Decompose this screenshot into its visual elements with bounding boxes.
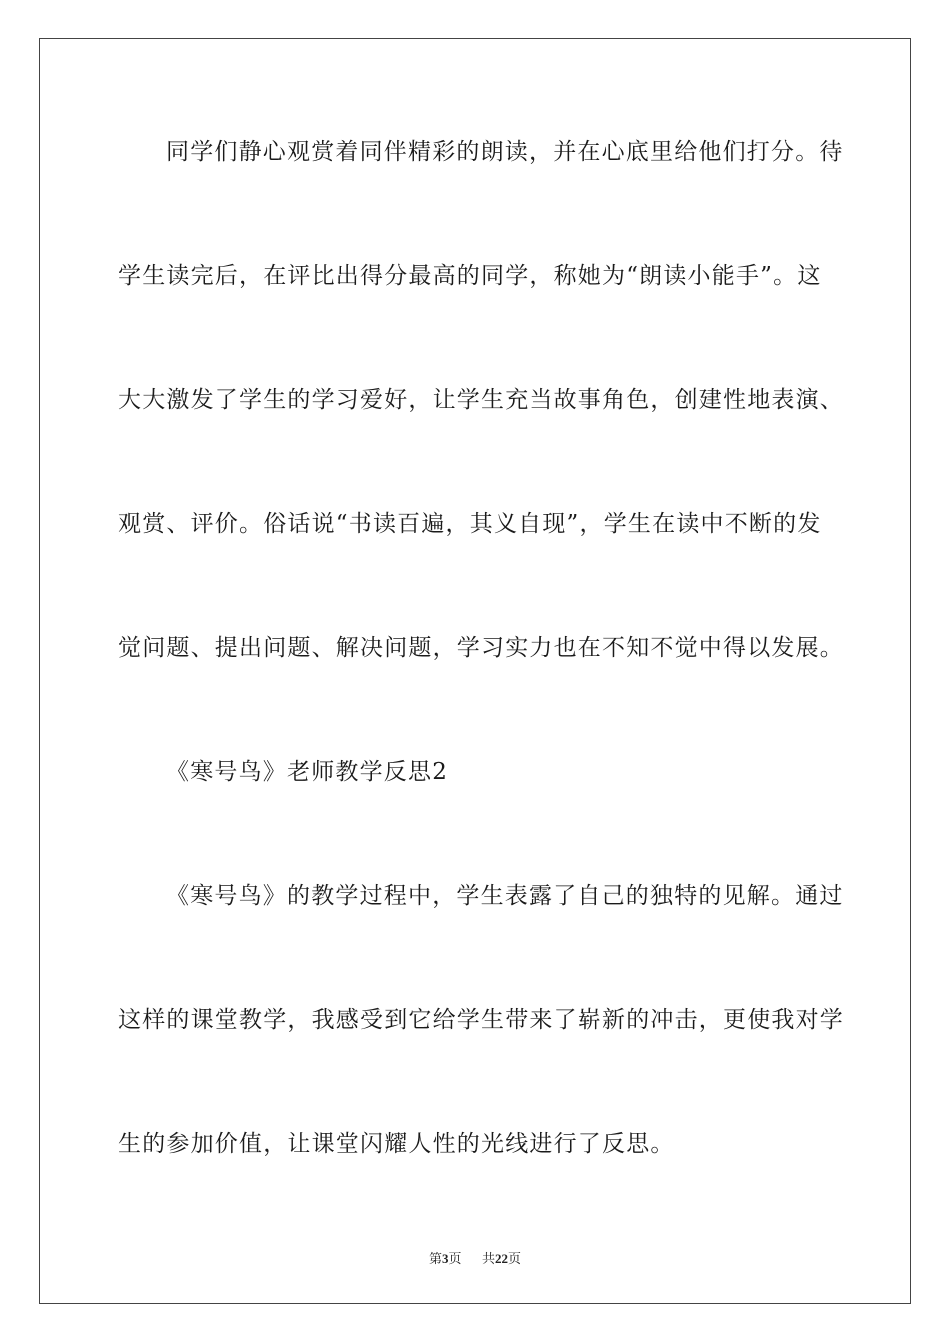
page-indicator — [429, 1248, 462, 1267]
paragraph-1-line-4: 观赏、评价。俗话说“书读百遍，其义自现”，学生在读中不断的发 — [118, 511, 822, 537]
section-heading: 《寒号鸟》老师教学反思2 — [166, 759, 449, 785]
total-pages: 22 — [495, 1251, 509, 1266]
total-suffix: 页 — [508, 1251, 522, 1266]
page-prefix: 第 — [428, 1251, 442, 1266]
page-suffix: 页 — [448, 1251, 462, 1266]
paragraph-2-line-3: 生的参加价值，让课堂闪耀人性的光线进行了反思。 — [118, 1131, 675, 1157]
paragraph-1-line-3: 大大激发了学生的学习爱好，让学生充当故事角色，创建性地表演、 — [118, 387, 844, 413]
total-prefix: 共 — [482, 1251, 496, 1266]
paragraph-2-line-2: 这样的课堂教学，我感受到它给学生带来了崭新的冲击，更使我对学 — [118, 1007, 844, 1033]
page-footer — [0, 1248, 950, 1267]
paragraph-2-line-1: 《寒号鸟》的教学过程中，学生表露了自己的独特的见解。通过 — [166, 883, 844, 909]
total-pages-indicator — [482, 1248, 521, 1267]
page-number: 3 — [441, 1251, 449, 1266]
paragraph-1-line-5: 觉问题、提出问题、解决问题，学习实力也在不知不觉中得以发展。 — [118, 635, 844, 661]
paragraph-1-line-1: 同学们静心观赏着同伴精彩的朗读，并在心底里给他们打分。待 — [166, 139, 844, 165]
paragraph-1-line-2: 学生读完后，在评比出得分最高的同学，称她为“朗读小能手”。这 — [118, 263, 822, 289]
page-border — [39, 38, 911, 1304]
